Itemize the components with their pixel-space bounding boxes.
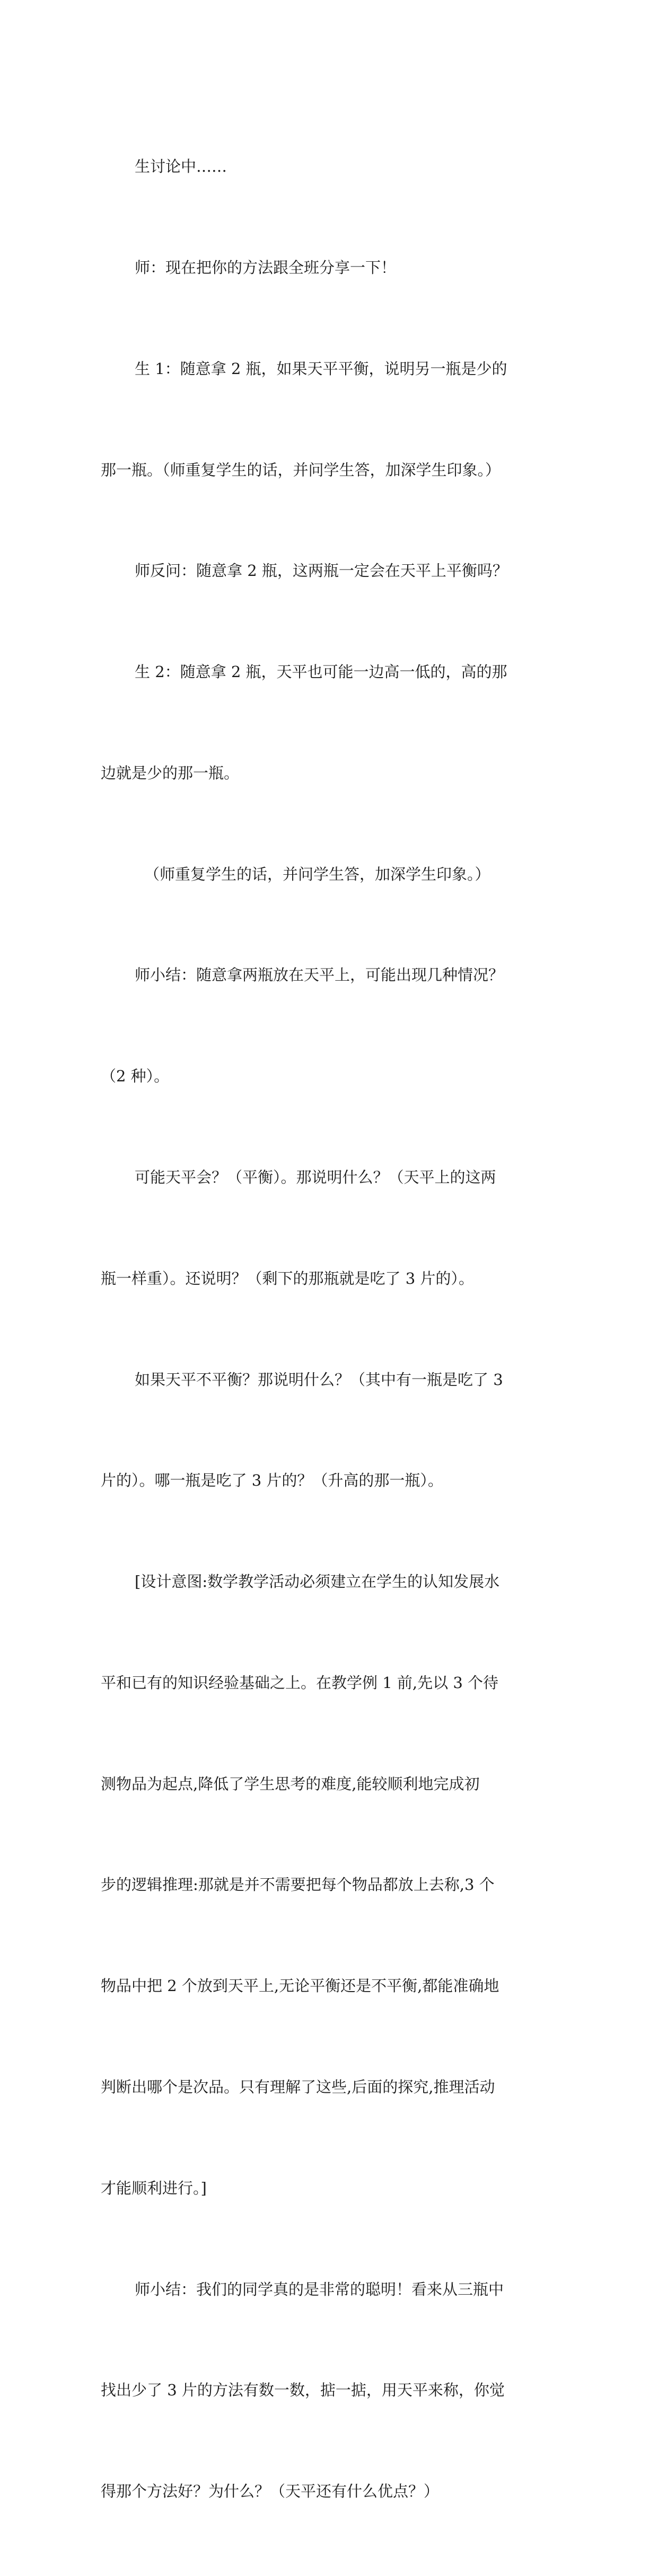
text-line: 才能顺利进行。] <box>101 2179 207 2197</box>
text-line: 师：现在把你的方法跟全班分享一下！ <box>135 258 397 277</box>
document-body <box>101 83 557 2576</box>
text-line: 找出少了 3 片的方法有数一数，掂一掂，用天平来称，你觉 <box>101 2381 505 2400</box>
text-line: 片的）。哪一瓶是吃了 3 片的？（升高的那一瓶）。 <box>101 1471 443 1490</box>
text-line: 生 2：随意拿 2 瓶，天平也可能一边高一低的，高的那 <box>135 663 507 681</box>
text-line: 测物品为起点,降低了学生思考的难度,能较顺利地完成初 <box>101 1774 480 1793</box>
text-line: 判断出哪个是次品。只有理解了这些,后面的探究,推理活动 <box>101 2078 495 2097</box>
text-line: [设计意图:数学教学活动必须建立在学生的认知发展水 <box>135 1573 500 1591</box>
text-line: 瓶一样重）。还说明？（剩下的那瓶就是吃了 3 片的）。 <box>101 1269 474 1287</box>
text-block <box>101 83 557 2576</box>
text-line: 物品中把 2 个放到天平上,无论平衡还是不平衡,都能准确地 <box>101 1977 499 1995</box>
text-line: 生讨论中…… <box>135 157 227 176</box>
text-line: 边就是少的那一瓶。 <box>101 763 240 782</box>
text-line: 师反问：随意拿 2 瓶，这两瓶一定会在天平上平衡吗？ <box>135 562 508 580</box>
text-line: 可能天平会？（平衡）。那说明什么？（天平上的这两 <box>135 1168 496 1186</box>
text-line: 得那个方法好？为什么？（天平还有什么优点？） <box>101 2482 440 2501</box>
text-line: 平和已有的知识经验基础之上。在教学例 1 前,先以 3 个待 <box>101 1673 498 1692</box>
text-line: 步的逻辑推理:那就是并不需要把每个物品都放上去称,3 个 <box>101 1876 495 1894</box>
text-line: 师小结：随意拿两瓶放在天平上，可能出现几种情况？ <box>135 966 504 984</box>
text-line: 那一瓶。（师重复学生的话，并问学生答，加深学生印象。） <box>101 460 501 479</box>
text-line: （师重复学生的话，并问学生答，加深学生印象。） <box>144 865 490 883</box>
text-line: 师小结：我们的同学真的是非常的聪明！看来从三瓶中 <box>135 2280 504 2298</box>
text-line: 生 1：随意拿 2 瓶，如果天平平衡，说明另一瓶是少的 <box>135 359 507 378</box>
text-line: 如果天平不平衡？那说明什么？（其中有一瓶是吃了 3 <box>135 1370 503 1389</box>
text-line: （2 种）。 <box>101 1067 170 1086</box>
